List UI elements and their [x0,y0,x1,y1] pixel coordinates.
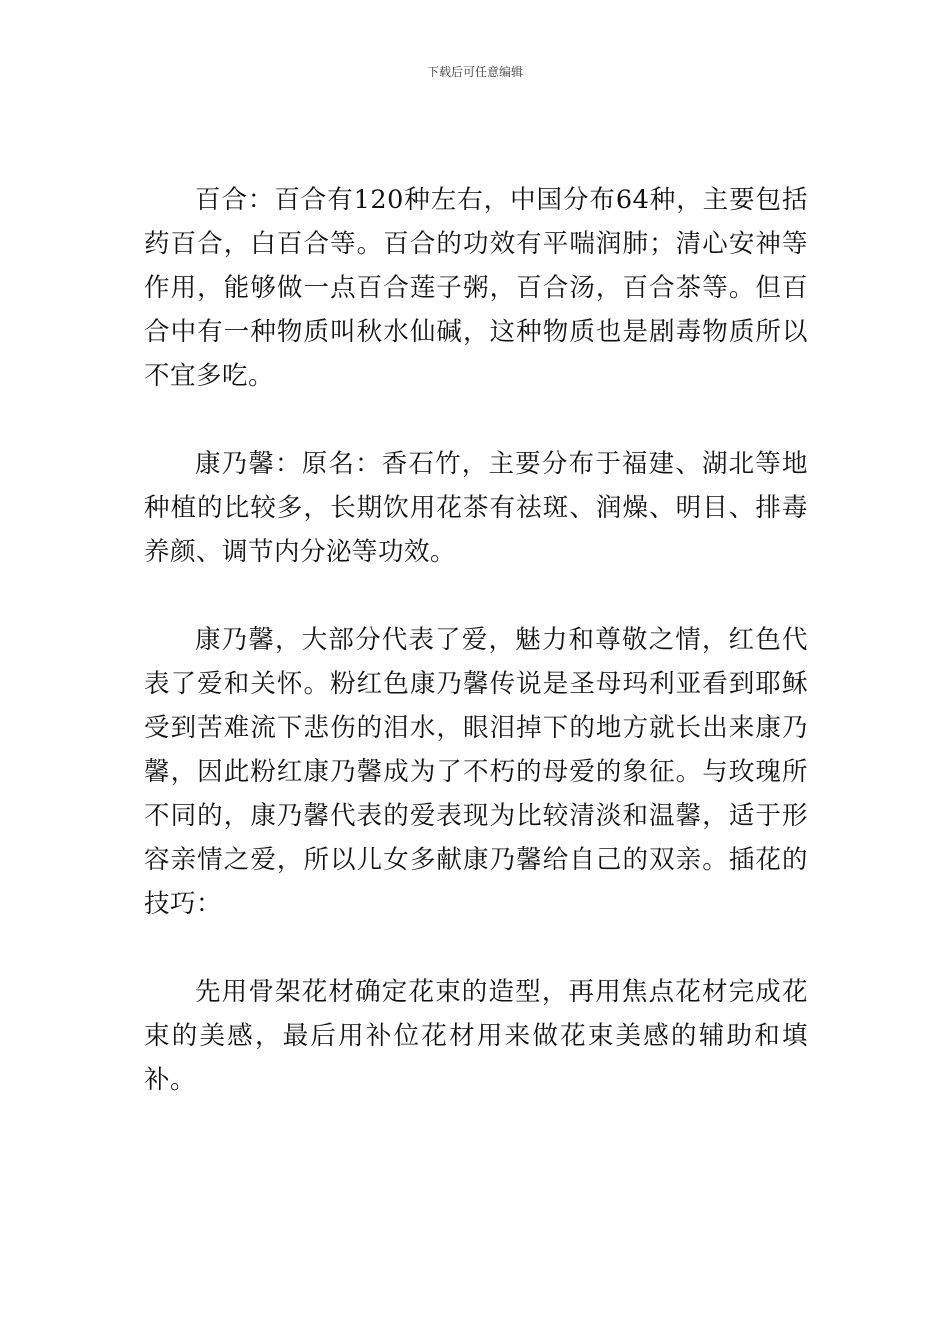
document-body [144,178,808,1102]
paragraph-carnation-intro: 康乃馨：原名：香石竹，主要分布于福建、湖北等地种植的比较多，长期饮用花茶有祛斑、润燥、明目、排毒养颜、调节内分泌等功效。 [144,449,808,567]
paragraph-carnation-meaning: 康乃馨，大部分代表了爱，魅力和尊敬之情，红色代表了爱和关怀。粉红色康乃馨传说是圣母玛利亚看到耶稣受到苦难流下悲伤的泪水，眼泪掉下的地方就长出来康乃馨，因此粉红康乃馨成为了不朽的母爱的象征。与玫瑰所不同的，康乃馨代表的爱表现为比较清淡和温馨，适于形容亲情之爱，所以儿女多献康乃馨给自己的双亲。插花的技巧： [144,625,808,919]
page-header: 下载后可任意编辑 [426,65,523,79]
paragraph-bouquet-technique: 先用骨架花材确定花束的造型，再用焦点花材完成花束的美感，最后用补位花材用来做花束美感的辅助和填补。 [144,977,808,1095]
paragraph-lily: 百合：百合有120种左右，中国分布64种，主要包括药百合，白百合等。百合的功效有平喘润肺；清心安神等作用，能够做一点百合莲子粥，百合汤，百合茶等。但百合中有一种物质叫秋水仙碱，这种物质也是剧毒物质所以不宜多吃。 [144,185,808,391]
